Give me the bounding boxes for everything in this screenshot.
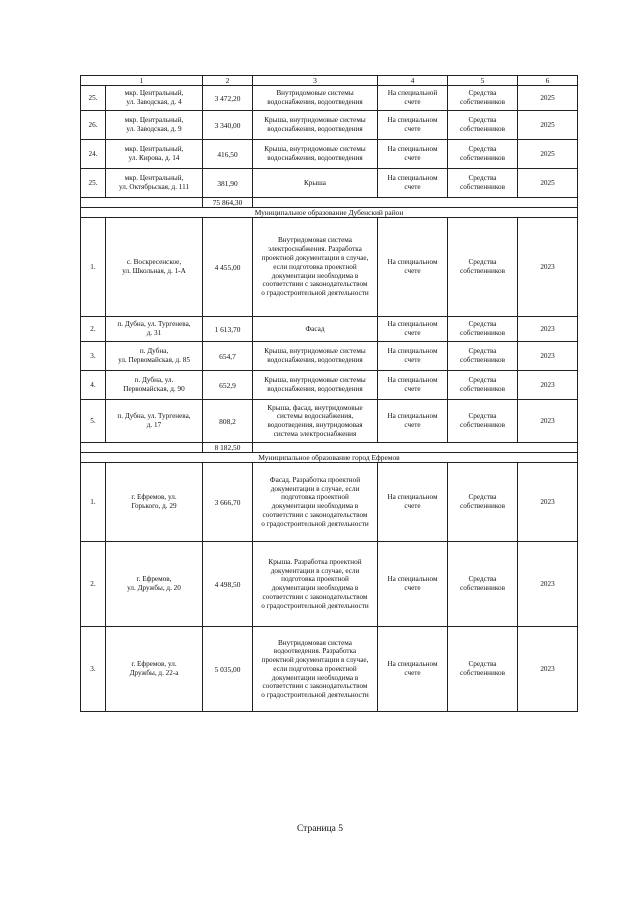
funds-cell: Средства собственников <box>448 86 518 111</box>
row-number: 2. <box>81 542 106 627</box>
address-cell: с. Воскресенское, ул. Школьная, д. 1-А <box>106 218 203 317</box>
table-row <box>81 627 578 712</box>
cost-cell: 4 455,00 <box>203 218 253 317</box>
section-title: Муниципальное образование Дубенский район <box>81 208 578 218</box>
account-cell: На специальном счете <box>378 463 448 542</box>
work-type-cell: Крыша, внутридомовые системы водоснабжения, водоотведения <box>253 371 378 400</box>
funds-cell: Средства собственников <box>448 218 518 317</box>
funds-cell: Средства собственников <box>448 140 518 169</box>
row-number: 2. <box>81 317 106 342</box>
funds-cell: Средства собственников <box>448 342 518 371</box>
cost-cell: 5 035,00 <box>203 627 253 712</box>
account-cell: На специальном счете <box>378 627 448 712</box>
cost-cell: 654,7 <box>203 342 253 371</box>
table-row <box>81 140 578 169</box>
table-row <box>81 169 578 198</box>
row-number: 5. <box>81 400 106 443</box>
account-cell: На специальном счете <box>378 169 448 198</box>
address-cell: г. Ефремов, ул. Дружбы, д. 22-а <box>106 627 203 712</box>
year-cell: 2023 <box>518 317 578 342</box>
work-type-cell: Внутридомовая система электроснабжения. Разработка проектной документации в случае, если подготовка проектной документации необходима в соответствии с законодательством о градостроительной деятельности <box>253 218 378 317</box>
table-row <box>81 342 578 371</box>
row-number: 25. <box>81 86 106 111</box>
funds-cell: Средства собственников <box>448 463 518 542</box>
year-cell: 2023 <box>518 218 578 317</box>
funds-cell: Средства собственников <box>448 627 518 712</box>
table-row <box>81 218 578 317</box>
account-cell: На специальном счете <box>378 400 448 443</box>
work-type-cell: Крыша <box>253 169 378 198</box>
header-cell: 4 <box>378 76 448 86</box>
work-type-cell: Фасад. Разработка проектной документации в случае, если подготовка проектной документации необходима в соответствии с законодательством о градостроительной деятельности <box>253 463 378 542</box>
total-blank <box>253 198 578 208</box>
row-number: 3. <box>81 627 106 712</box>
year-cell: 2023 <box>518 400 578 443</box>
table-row <box>81 317 578 342</box>
funds-cell: Средства собственников <box>448 169 518 198</box>
year-cell: 2023 <box>518 627 578 712</box>
address-cell: п. Дубна, ул. Первомайская, д. 90 <box>106 371 203 400</box>
year-cell: 2023 <box>518 542 578 627</box>
header-cell: 3 <box>253 76 378 86</box>
account-cell: На специальном счете <box>378 542 448 627</box>
page-number: Страница 5 <box>296 824 344 834</box>
cost-cell: 1 613,70 <box>203 317 253 342</box>
total-row <box>81 198 578 208</box>
header-cell: 5 <box>448 76 518 86</box>
address-cell: мкр. Центральный, ул. Заводская, д. 4 <box>106 86 203 111</box>
year-cell: 2023 <box>518 342 578 371</box>
account-cell: На специальном счете <box>378 140 448 169</box>
year-cell: 2025 <box>518 86 578 111</box>
address-cell: мкр. Центральный, ул. Октябрьская, д. 111 <box>106 169 203 198</box>
total-row <box>81 443 578 453</box>
year-cell: 2025 <box>518 169 578 198</box>
work-type-cell: Крыша, фасад, внутридомовые системы водоснабжения, водоотведения, внутридомовая система электроснабжения <box>253 400 378 443</box>
account-cell: На специальном счете <box>378 371 448 400</box>
account-cell: На специальном счете <box>378 317 448 342</box>
section-title: Муниципальное образование город Ефремов <box>81 453 578 463</box>
row-number: 4. <box>81 371 106 400</box>
account-cell: На специальном счете <box>378 218 448 317</box>
table-row <box>81 463 578 542</box>
section-row <box>81 208 578 218</box>
header-cell: 1 <box>81 76 203 86</box>
funds-cell: Средства собственников <box>448 371 518 400</box>
account-cell: На специальной счете <box>378 86 448 111</box>
cost-cell: 3 472,20 <box>203 86 253 111</box>
table-row <box>81 400 578 443</box>
account-cell: На специальном счете <box>378 342 448 371</box>
address-cell: мкр. Центральный, ул. Кирова, д. 14 <box>106 140 203 169</box>
total-blank <box>81 198 203 208</box>
header-cell: 6 <box>518 76 578 86</box>
work-type-cell: Внутридомовая система водоотведения. Разработка проектной документации в случае, если подготовка проектной документации необходима в соответствии с законодательством о градостроительной деятельности <box>253 627 378 712</box>
cost-cell: 3 340,00 <box>203 111 253 140</box>
total-blank <box>253 443 578 453</box>
work-type-cell: Крыша, внутридомовые системы водоснабжения, водоотведения <box>253 342 378 371</box>
row-number: 26. <box>81 111 106 140</box>
cost-cell: 416,50 <box>203 140 253 169</box>
work-type-cell: Фасад <box>253 317 378 342</box>
row-number: 3. <box>81 342 106 371</box>
section-row <box>81 453 578 463</box>
capital-repair-table <box>80 75 578 712</box>
header-cell: 2 <box>203 76 253 86</box>
total-blank <box>81 443 203 453</box>
cost-cell: 381,90 <box>203 169 253 198</box>
work-type-cell: Крыша, внутридомовые системы водоснабжения, водоотведения <box>253 111 378 140</box>
address-cell: п. Дубна, ул. Тургенева, д. 31 <box>106 317 203 342</box>
address-cell: п. Дубна, ул. Первомайская, д. 85 <box>106 342 203 371</box>
address-cell: г. Ефремов, ул. Горького, д. 29 <box>106 463 203 542</box>
table-row <box>81 86 578 111</box>
address-cell: п. Дубна, ул. Тургенева, д. 17 <box>106 400 203 443</box>
table-row <box>81 542 578 627</box>
cost-cell: 808,2 <box>203 400 253 443</box>
total-sum: 75 864,30 <box>203 198 253 208</box>
row-number: 1. <box>81 218 106 317</box>
funds-cell: Средства собственников <box>448 542 518 627</box>
funds-cell: Средства собственников <box>448 400 518 443</box>
work-type-cell: Крыша. Разработка проектной документации в случае, если подготовка проектной документации необходима в соответствии с законодательством о градостроительной деятельности <box>253 542 378 627</box>
address-cell: г. Ефремов, ул. Дружбы, д. 20 <box>106 542 203 627</box>
total-sum: 8 182,50 <box>203 443 253 453</box>
header-row <box>81 76 578 86</box>
row-number: 1. <box>81 463 106 542</box>
table-row <box>81 111 578 140</box>
year-cell: 2023 <box>518 371 578 400</box>
row-number: 24. <box>81 140 106 169</box>
year-cell: 2025 <box>518 140 578 169</box>
funds-cell: Средства собственников <box>448 317 518 342</box>
cost-cell: 3 666,70 <box>203 463 253 542</box>
funds-cell: Средства собственников <box>448 111 518 140</box>
cost-cell: 652,9 <box>203 371 253 400</box>
year-cell: 2025 <box>518 111 578 140</box>
work-type-cell: Внутридомовые системы водоснабжения, водоотведения <box>253 86 378 111</box>
account-cell: На специальном счете <box>378 111 448 140</box>
year-cell: 2023 <box>518 463 578 542</box>
cost-cell: 4 498,50 <box>203 542 253 627</box>
row-number: 25. <box>81 169 106 198</box>
address-cell: мкр. Центральный, ул. Заводская, д. 9 <box>106 111 203 140</box>
work-type-cell: Крыша, внутридомовые системы водоснабжения, водоотведения <box>253 140 378 169</box>
table-row <box>81 371 578 400</box>
